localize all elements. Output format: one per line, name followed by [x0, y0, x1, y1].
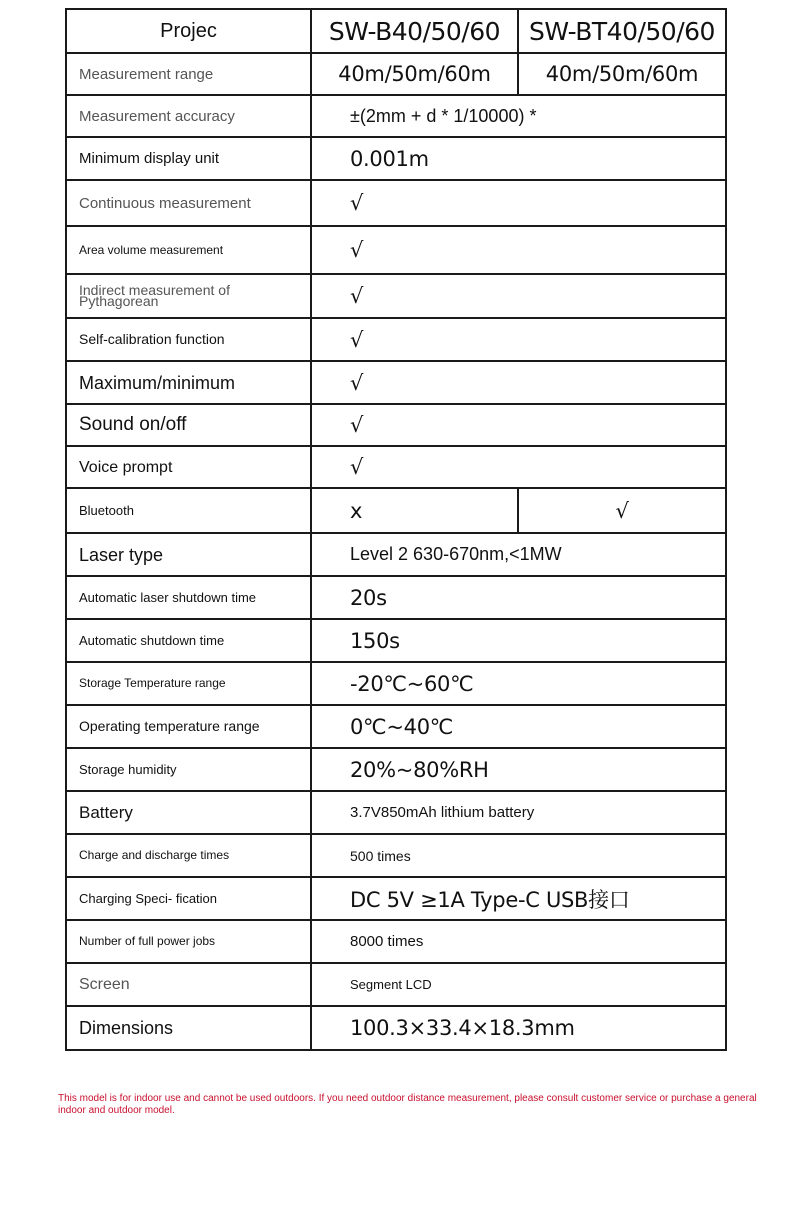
table-row: [66, 877, 726, 920]
row-label: Laser type: [66, 533, 311, 576]
row-value: 20%~80%RH: [311, 748, 726, 791]
row-label: Number of full power jobs: [66, 920, 311, 963]
row-label: Bluetooth: [66, 488, 311, 533]
row-label: Voice prompt: [66, 446, 311, 488]
table-row: [66, 791, 726, 834]
table-row: [66, 662, 726, 705]
table-row: [66, 920, 726, 963]
table-row: [66, 533, 726, 576]
row-label: Screen: [66, 963, 311, 1006]
row-value: 100.3×33.4×18.3mm: [311, 1006, 726, 1050]
table-row: [66, 576, 726, 619]
table-row: [66, 318, 726, 361]
row-label: Storage Temperature range: [66, 662, 311, 705]
table-row: [66, 748, 726, 791]
row-value: -20℃~60℃: [311, 662, 726, 705]
table-row: [66, 137, 726, 180]
row-value: √: [311, 318, 726, 361]
header-label: Projec: [66, 9, 311, 53]
row-label: Automatic laser shutdown time: [66, 576, 311, 619]
table-row: [66, 619, 726, 662]
row-label: Storage humidity: [66, 748, 311, 791]
row-value: √: [311, 404, 726, 446]
spec-table: [65, 8, 727, 1051]
row-value: 20s: [311, 576, 726, 619]
table-row: [66, 404, 726, 446]
header-row: [66, 9, 726, 53]
row-value-b: x: [311, 488, 518, 533]
row-label: Self-calibration function: [66, 318, 311, 361]
table-row: [66, 963, 726, 1006]
row-label: Maximum/minimum: [66, 361, 311, 404]
row-value: ±(2mm + d * 1/10000) *: [311, 95, 726, 137]
row-value: 150s: [311, 619, 726, 662]
table-row: [66, 274, 726, 318]
model-b-header: SW-B40/50/60: [311, 9, 518, 53]
row-label: Measurement accuracy: [66, 95, 311, 137]
row-label: Operating temperature range: [66, 705, 311, 748]
row-label: Indirect measurement of Pythagorean: [66, 274, 311, 318]
row-value: √: [311, 361, 726, 404]
row-value: Segment LCD: [311, 963, 726, 1006]
row-label: Continuous measurement: [66, 180, 311, 226]
table-row: [66, 53, 726, 95]
table-row: [66, 446, 726, 488]
row-value: 8000 times: [311, 920, 726, 963]
row-value: 0℃~40℃: [311, 705, 726, 748]
row-value-bt: √: [518, 488, 726, 533]
row-value: 500 times: [311, 834, 726, 877]
table-row: [66, 1006, 726, 1050]
row-value-bt: 40m/50m/60m: [518, 53, 726, 95]
row-label: Measurement range: [66, 53, 311, 95]
row-value: √: [311, 274, 726, 318]
table-row: [66, 226, 726, 274]
table-row: [66, 95, 726, 137]
row-value: DC 5V ≥1A Type-C USB接口: [311, 877, 726, 920]
row-label: Battery: [66, 791, 311, 834]
table-row: [66, 180, 726, 226]
row-value: 0.001m: [311, 137, 726, 180]
row-label: Automatic shutdown time: [66, 619, 311, 662]
row-value: 3.7V850mAh lithium battery: [311, 791, 726, 834]
row-label: Area volume measurement: [66, 226, 311, 274]
row-label: Sound on/off: [66, 404, 311, 446]
footer-note: This model is for indoor use and cannot be used outdoors. If you need outdoor distance measurement, please consult customer service or purchase a general indoor and outdoor model.: [58, 1093, 757, 1116]
table-row: [66, 488, 726, 533]
table-row: [66, 705, 726, 748]
row-label: Charging Speci- fication: [66, 877, 311, 920]
row-value-b: 40m/50m/60m: [311, 53, 518, 95]
row-label: Minimum display unit: [66, 137, 311, 180]
row-label: Dimensions: [66, 1006, 311, 1050]
row-label: Charge and discharge times: [66, 834, 311, 877]
table-row: [66, 361, 726, 404]
model-bt-header: SW-BT40/50/60: [518, 9, 726, 53]
row-value: √: [311, 446, 726, 488]
table-row: [66, 834, 726, 877]
row-value: Level 2 630-670nm,<1MW: [311, 533, 726, 576]
row-value: √: [311, 180, 726, 226]
row-value: √: [311, 226, 726, 274]
